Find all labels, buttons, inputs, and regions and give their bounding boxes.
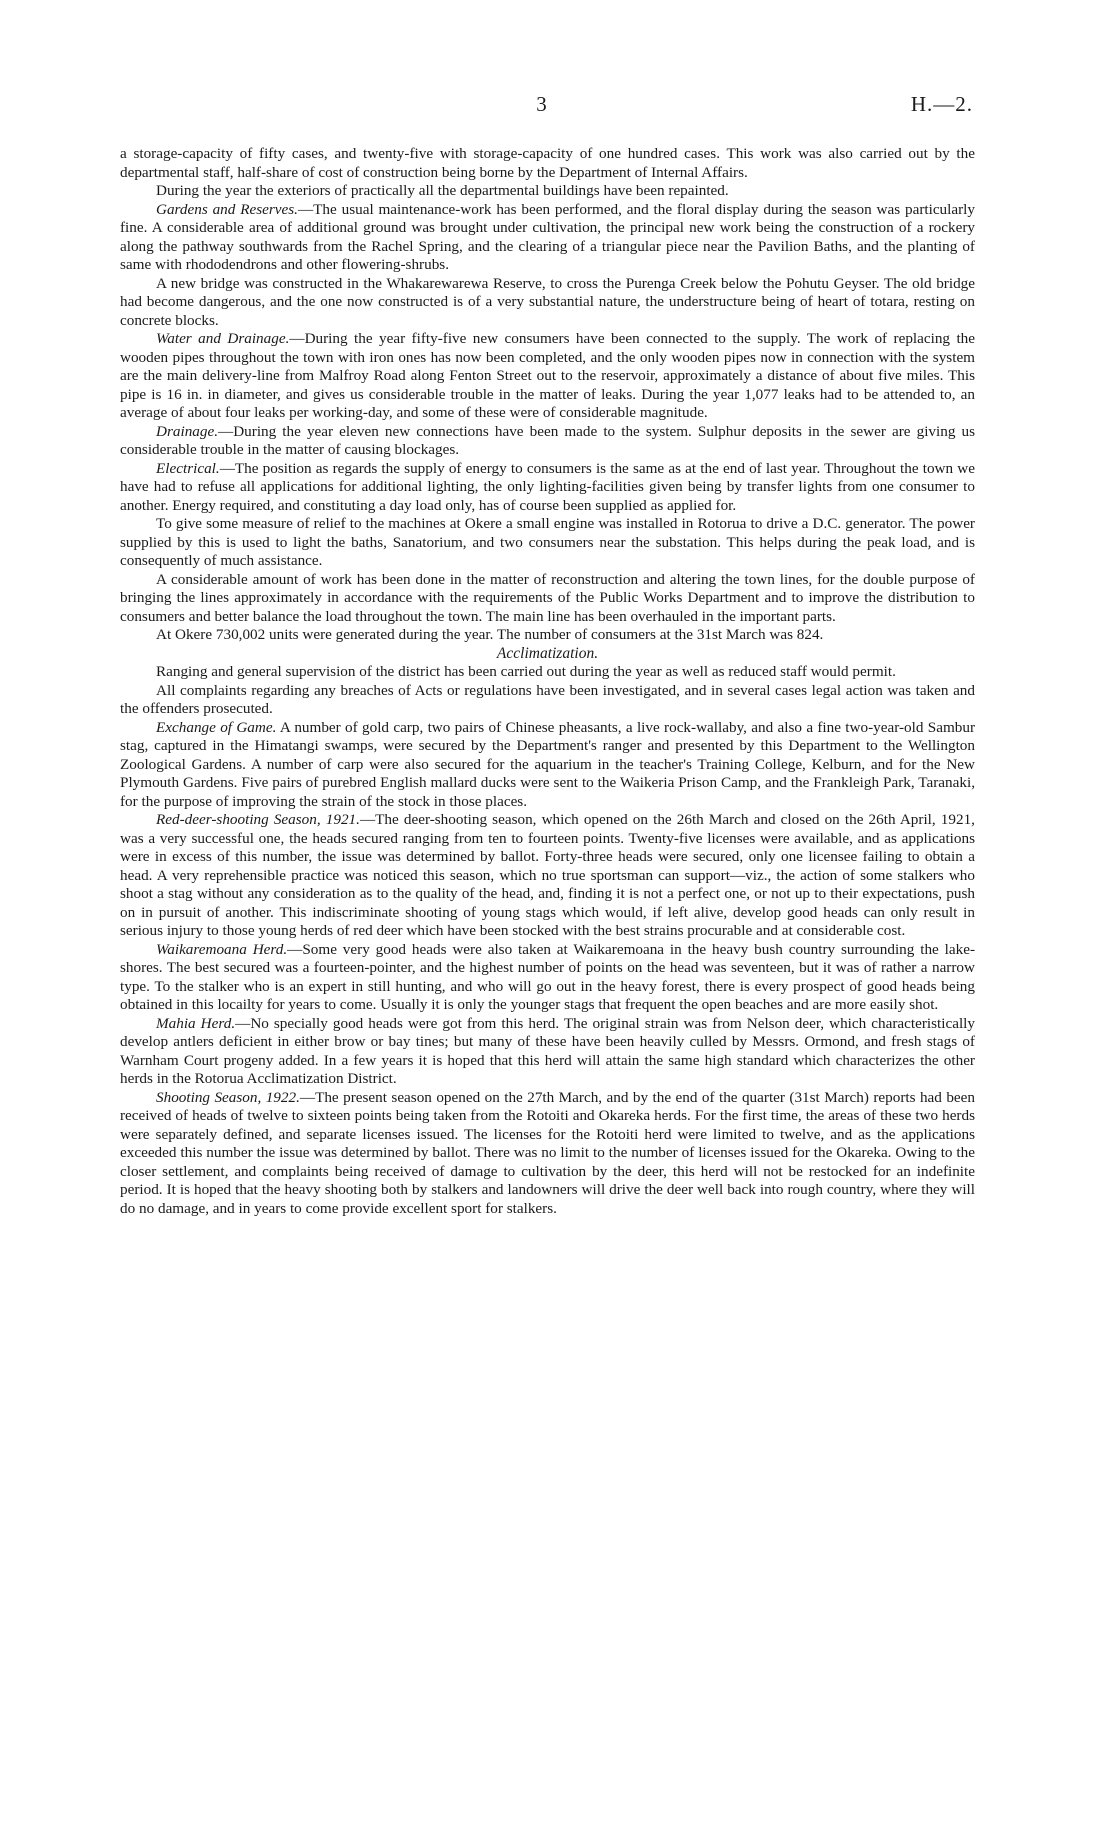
paragraph-text: —Some very good heads were also taken at Waikaremoana in the heavy bush country surrounding the lake-shores. The best secured was a fourteen-pointer, and the highest number of points on the head was seventeen, but it was of rather a narrow type. To the stalker who is an expert in still hunting, and who will go out in the heavy forest, there is every prospect of good heads being obtained in this locailty for years to come. Usually it is only the younger stags that frequent the open beaches and are more easily shot. [120,940,975,1013]
paragraph-text: A considerable amount of work has been done in the matter of reconstruction and altering the town lines, for the double purpose of bringing the lines approximately in accordance with the requirements of the Public Works Department and to improve the distribution to consumers and better balance the load throughout the town. The main line has been overhauled in the important parts. [120,570,975,625]
paragraph-text: —The position as regards the supply of energy to consumers is the same as at the end of last year. Throughout the town we have had to refuse all applications for additional lighting, the only lighting-facilities given being by transfer lights from one consumer to another. Energy required, and constituting a day load only, has of course been supplied as applied for. [120,459,975,514]
document-body [120,145,975,1218]
paragraph [120,423,975,460]
paragraph-heading: Electrical. [156,459,220,477]
paragraph [120,1089,975,1219]
paragraph [120,145,975,182]
paragraph-text: A number of gold carp, two pairs of Chinese pheasants, a live rock-wallaby, and also a fine two-year-old Sambur stag, captured in the Himatangi swamps, were secured by the Department's ranger and presented by this Department to the Wellington Zoological Gardens. A number of carp were also secured for the aquarium in the teacher's Training College, Kelburn, and for the New Plymouth Gardens. Five pairs of purebred English mallard ducks were sent to the Waikeria Prison Camp, and the Frankleigh Park, Taranaki, for the purpose of improving the strain of the stock in those places. [120,718,976,810]
paragraph-heading: Mahia Herd. [156,1014,236,1032]
paragraph [120,941,975,1015]
paragraph-text: During the year the exteriors of practically all the departmental buildings have been repainted. [156,182,729,199]
paragraph-text: A new bridge was constructed in the Whakarewarewa Reserve, to cross the Purenga Creek below the Pohutu Geyser. The old bridge had become dangerous, and the one now constructed is of a very substantial nature, the understructure being of heart of totara, resting on concrete blocks. [120,274,975,329]
paragraph [120,515,975,571]
paragraph-text: Ranging and general supervision of the district has been carried out during the year as well as reduced staff would permit. [156,663,896,680]
paragraph-text: —During the year fifty-five new consumers have been connected to the supply. The work of replacing the wooden pipes throughout the town with iron ones has now been completed, and the only wooden pipes now in connection with the system are the main delivery-line from Malfroy Road along Fenton Street out to the reservoir, approximately a distance of about five miles. This pipe is 16 in. in diameter, and gives us considerable trouble in the matter of leaks. During the year 1,077 leaks had to be attended to, an average of about four leaks per working-day, and some of these were of considerable magnitude. [120,330,976,421]
paragraph [120,682,975,719]
paragraph-heading: Exchange of Game. [156,718,277,736]
paragraph-text: —No specially good heads were got from this herd. The original strain was from Nelson deer, which characteristically develop antlers deficient in either brow or bay tines; but many of these have been heavily culled by Messrs. Ormond, and fresh stags of Warnham Court progeny added. In a few years it is hoped that this herd will attain the same high standard which characterizes the other herds in the Rotorua Acclimatization District. [120,1014,975,1087]
paragraph [120,719,975,812]
paragraph [120,811,975,941]
paragraph [120,182,975,201]
paragraph [120,571,975,627]
paragraph-heading: Red-deer-shooting Season, 1921. [156,811,360,828]
paragraph-text: a storage-capacity of fifty cases, and twenty-five with storage-capacity of one hundred cases. This work was also carried out by the departmental staff, half-share of cost of construction being borne by the Department of Internal Affairs. [120,145,975,181]
paragraph [120,275,975,331]
paragraph-heading: Waikaremoana Herd. [156,940,288,958]
document-reference: H.—2. [910,92,973,116]
paragraph-text: To give some measure of relief to the machines at Okere a small engine was installed in Rotorua to drive a D.C. generator. The power supplied by this is used to light the baths, Sanatorium, and two consumers near the substation. This helps during the peak load, and is consequently of much assistance. [120,515,975,569]
paragraph-text: —The present season opened on the 27th March, and by the end of the quarter (31st March) reports had been received of heads of twelve to sixteen points being taken from the Rotoiti and Okareka herds. For the first time, the areas of these two herds were separately defined, and separate licenses issued. The licenses for the Rotoiti herd were limited to twelve, and as the applications exceeded this number the issue was determined by ballot. There was no limit to the number of licenses issued for the Okareka. Owing to the closer settlement, and complaints being received of damage to cultivation by the deer, this herd will not be restocked for an indefinite period. It is hoped that the heavy shooting both by stalkers and landowners will drive the deer well back into rough country, where they will do no damage, and in years to come provide excellent sport for stalkers. [120,1088,975,1217]
paragraph-text: —The usual maintenance-work has been performed, and the floral display during the season was particularly fine. A considerable area of additional ground was brought under cultivation, the principal new work being the construction of a rockery along the pathway southwards from the Rachel Spring, and the clearing of a triangular piece near the Pavilion Baths, and the planting of same with rhododendrons and other flowering-shrubs. [120,200,975,273]
paragraph [120,330,975,423]
paragraph [120,663,975,682]
paragraph [120,626,975,645]
page-number: 3 [536,92,548,116]
paragraph-text: —During the year eleven new connections have been made to the system. Sulphur deposits in the sewer are giving us considerable trouble in the matter of causing blockages. [120,422,975,458]
paragraph [120,1015,975,1089]
section-heading: Acclimatization. [496,644,599,662]
paragraph-heading: Drainage. [156,422,219,440]
paragraph-heading: Gardens and Reserves. [156,200,298,218]
paragraph-text: All complaints regarding any breaches of Acts or regulations have been investigated, and in several cases legal action was taken and the offenders prosecuted. [120,681,975,717]
paragraph [120,201,975,275]
paragraph-text: At Okere 730,002 units were generated during the year. The number of consumers at the 31st March was 824. [156,626,824,643]
paragraph-heading: Water and Drainage. [156,330,290,347]
paragraph-text: —The deer-shooting season, which opened on the 26th March and closed on the 26th April, 1921, was a very successful one, the heads secured ranging from ten to fourteen points. Twenty-five licenses were available, and as applications were in excess of this number, the issue was determined by ballot. Forty-three heads were secured, only one licensee failing to obtain a head. A very reprehensible practice was noticed this season, which no true sportsman can support—viz., the action of some stalkers who shoot a stag without any consideration as to the quality of the head, and, finding it is not a perfect one, or not up to their expectations, push on in pursuit of another. This indiscriminate shooting of young stags which would, if left alive, develop good heads can only result in serious injury to those young herds of red deer which have been stocked with the best strains procurable and at considerable cost. [120,811,975,939]
paragraph [120,460,975,516]
paragraph-heading: Shooting Season, 1922. [156,1088,300,1106]
